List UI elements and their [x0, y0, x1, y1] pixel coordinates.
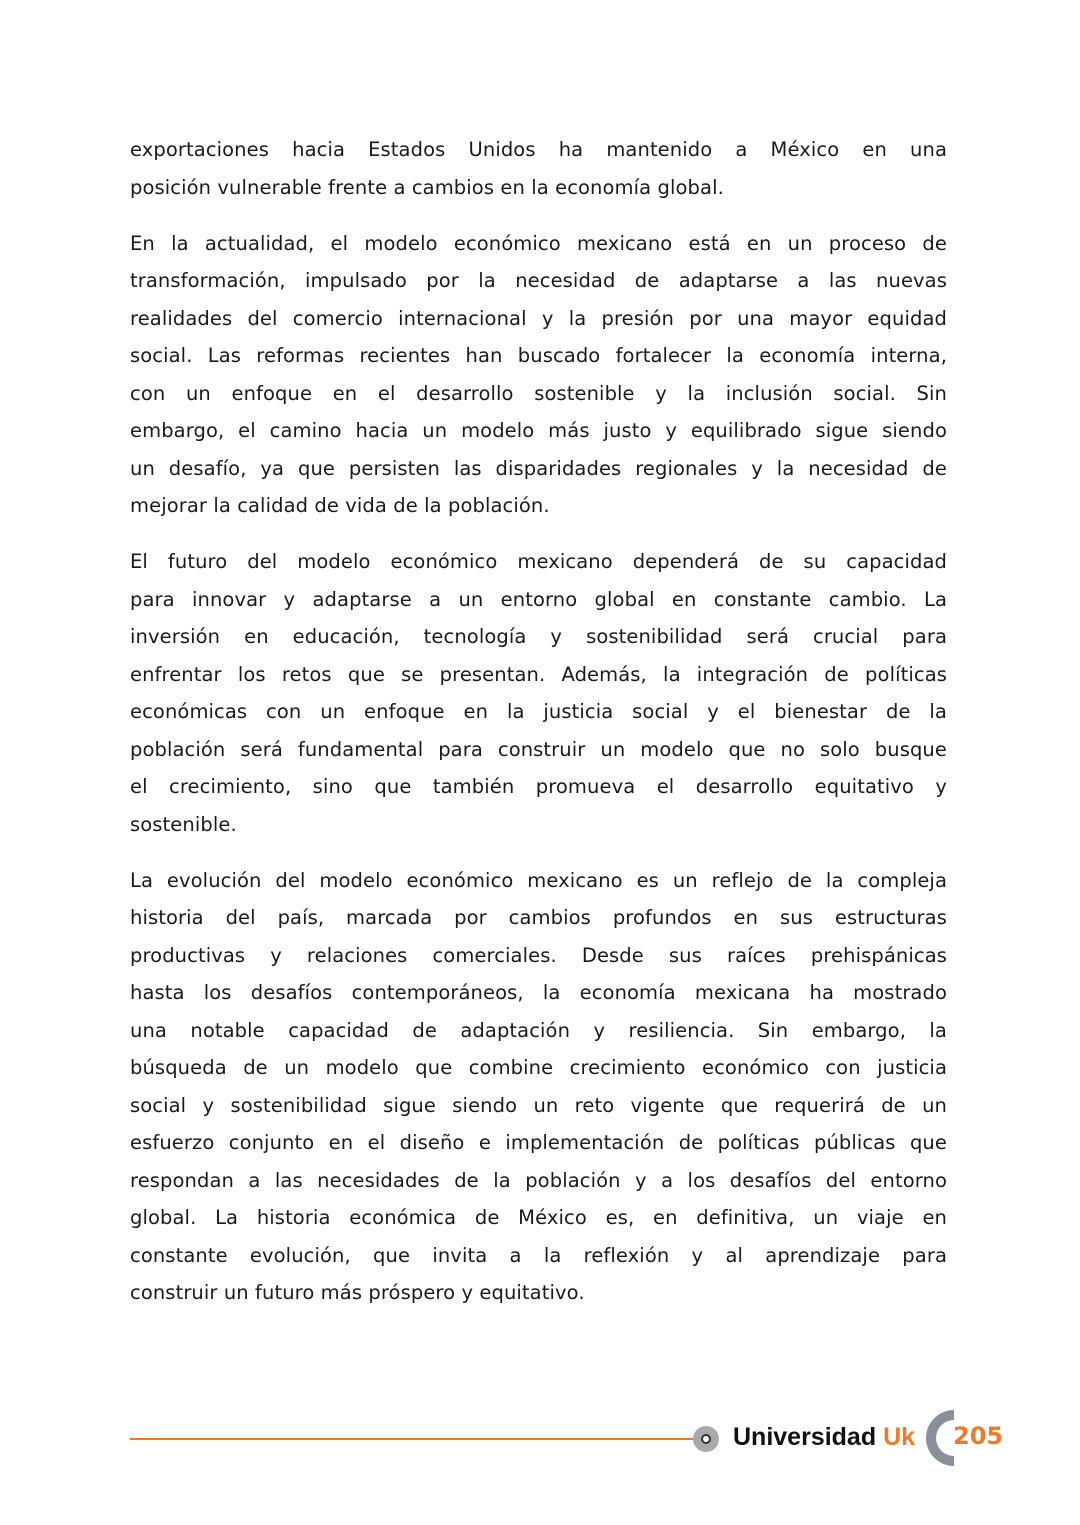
- text-line: construir un futuro más próspero y equitativo.: [130, 1281, 585, 1304]
- text-line: búsqueda de un modelo que combine crecimiento económico con justicia: [130, 1056, 947, 1079]
- text-line: sostenible.: [130, 812, 237, 836]
- text-line: social. Las reformas recientes han buscado fortalecer la economía interna,: [130, 344, 947, 367]
- text-line: población será fundamental para construir un modelo que no solo busque: [130, 737, 947, 761]
- text-line: exportaciones hacia Estados Unidos ha mantenido a México en una: [130, 138, 947, 161]
- text-line: realidades del comercio internacional y la presión por una mayor equidad: [130, 306, 947, 330]
- text-line: En la actualidad, el modelo económico mexicano está en un proceso de: [130, 231, 947, 255]
- text-line: productivas y relaciones comerciales. Desde sus raíces prehispánicas: [130, 943, 947, 967]
- text-line: embargo, el camino hacia un modelo más justo y equilibrado sigue siendo: [130, 419, 947, 442]
- paragraph: [130, 862, 947, 1312]
- text-line: constante evolución, que invita a la reflexión y al aprendizaje para: [130, 1243, 947, 1267]
- text-line: La evolución del modelo económico mexicano es un reflejo de la compleja: [130, 868, 947, 892]
- paragraph: [130, 543, 947, 843]
- text-line: El futuro del modelo económico mexicano dependerá de su capacidad: [130, 550, 947, 573]
- text-line: un desafío, ya que persisten las disparidades regionales y la necesidad de: [130, 456, 947, 480]
- paragraph: [130, 131, 947, 206]
- footer-circle-icon: [693, 1426, 719, 1452]
- brand-logo: [733, 1423, 915, 1452]
- text-line: historia del país, marcada por cambios profundos en sus estructuras: [130, 906, 947, 929]
- text-line: con un enfoque en el desarrollo sostenible y la inclusión social. Sin: [130, 381, 947, 405]
- text-line: enfrentar los retos que se presentan. Además, la integración de políticas: [130, 662, 947, 686]
- brand-suffix: Uk: [883, 1423, 916, 1451]
- text-line: posición vulnerable frente a cambios en la economía global.: [130, 175, 724, 199]
- page-number: 205: [953, 1422, 1004, 1450]
- text-line: económicas con un enfoque en la justicia social y el bienestar de la: [130, 700, 947, 723]
- paragraph: [130, 225, 947, 525]
- brand-name: Universidad: [733, 1423, 877, 1451]
- text-line: social y sostenibilidad sigue siendo un reto vigente que requerirá de un: [130, 1093, 947, 1117]
- text-line: esfuerzo conjunto en el diseño e implementación de políticas públicas que: [130, 1131, 947, 1154]
- text-line: global. La historia económica de México es, en definitiva, un viaje en: [130, 1206, 947, 1229]
- text-line: para innovar y adaptarse a un entorno global en constante cambio. La: [130, 587, 947, 611]
- text-line: transformación, impulsado por la necesidad de adaptarse a las nuevas: [130, 269, 947, 292]
- text-line: una notable capacidad de adaptación y resiliencia. Sin embargo, la: [130, 1018, 947, 1042]
- text-line: respondan a las necesidades de la población y a los desafíos del entorno: [130, 1168, 947, 1192]
- footer-divider: [130, 1438, 695, 1440]
- text-line: el crecimiento, sino que también promueva el desarrollo equitativo y: [130, 775, 947, 798]
- text-line: inversión en educación, tecnología y sostenibilidad será crucial para: [130, 625, 947, 648]
- body-text: [130, 131, 947, 1330]
- text-line: hasta los desafíos contemporáneos, la economía mexicana ha mostrado: [130, 981, 947, 1004]
- text-line: mejorar la calidad de vida de la población.: [130, 494, 550, 517]
